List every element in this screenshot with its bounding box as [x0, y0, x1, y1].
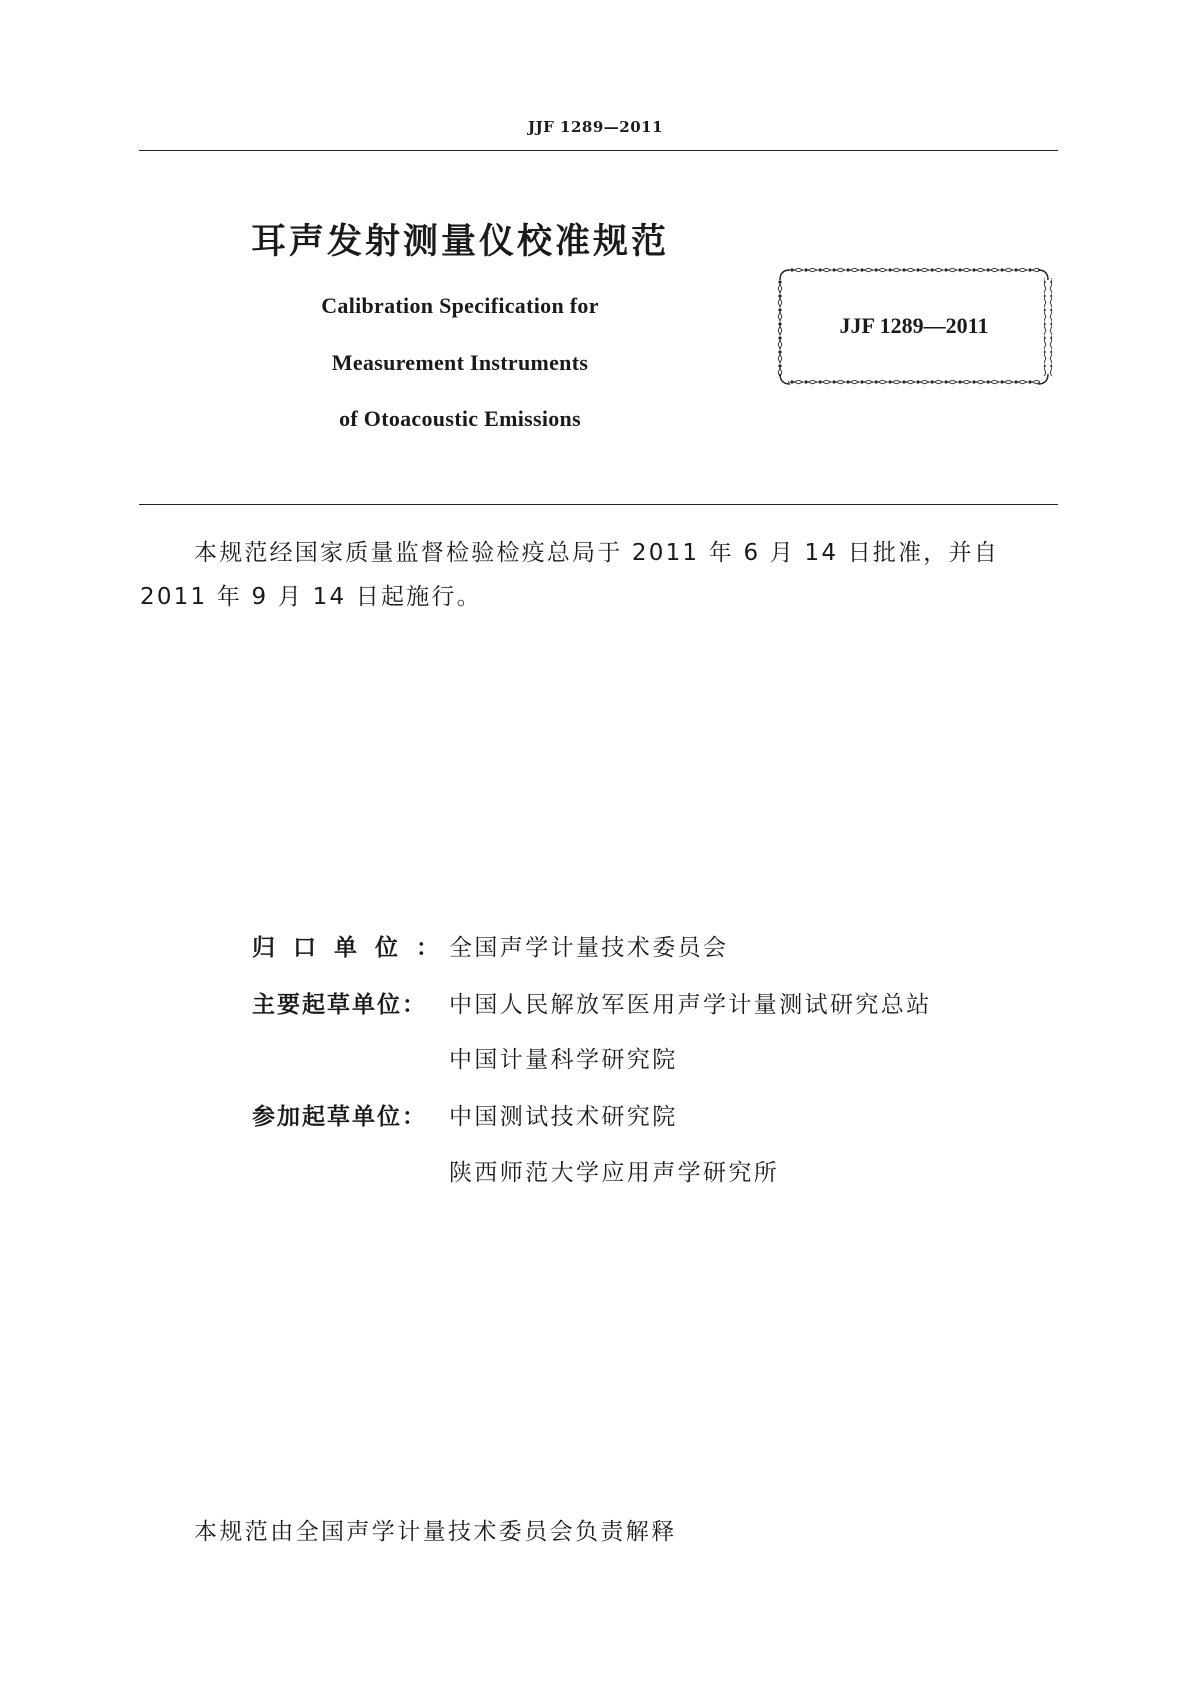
header-rule — [139, 150, 1058, 151]
title-chinese: 耳声发射测量仪校准规范 — [250, 222, 669, 262]
main-drafting-unit-1: 中国人民解放军医用声学计量测试研究总站 — [449, 992, 932, 1018]
title-english-line-1: Calibration Specification for — [321, 293, 599, 318]
interpretation-note: 本规范由全国声学计量技术委员会负责解释 — [194, 1519, 677, 1545]
participating-unit-1: 中国测试技术研究院 — [449, 1104, 678, 1130]
title-english-line-3: of Otoacoustic Emissions — [339, 406, 581, 431]
main-drafting-unit-2: 中国计量科学研究院 — [449, 1047, 678, 1073]
main-drafting-label: 主要起草单位： — [252, 992, 427, 1018]
approval-line-2: 2011 年 9 月 14 日起施行。 — [140, 584, 482, 610]
responsible-unit-label: 归口单位： — [252, 935, 457, 961]
title-rule — [139, 504, 1058, 505]
header-code: JJF 1289—2011 — [527, 118, 664, 136]
participating-drafting-label: 参加起草单位： — [252, 1104, 427, 1130]
approval-line-1: 本规范经国家质量监督检验检疫总局于 2011 年 6 月 14 日批准，并自 — [194, 540, 999, 566]
responsible-unit-value: 全国声学计量技术委员会 — [449, 935, 729, 961]
badge-code: JJF 1289—2011 — [839, 313, 989, 338]
participating-unit-2: 陕西师范大学应用声学研究所 — [449, 1160, 780, 1186]
title-english-line-2: Measurement Instruments — [331, 350, 589, 375]
